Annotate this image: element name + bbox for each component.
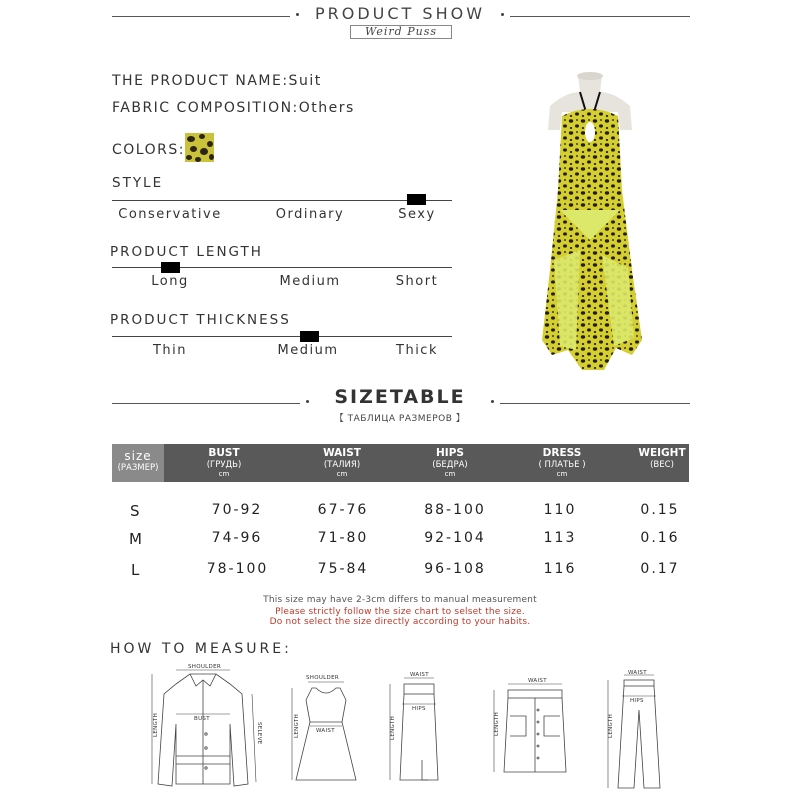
- header-hips-ru: (БЕДРА): [432, 459, 468, 470]
- pants-hips-label: HIPS: [630, 698, 644, 704]
- thickness-marker: [300, 331, 319, 342]
- jacket-length-label: LENGTH: [153, 712, 159, 737]
- style-scale-line: [112, 200, 452, 201]
- colors-label: COLORS:: [112, 142, 185, 158]
- dress-shoulder-label: SHOULDER: [306, 675, 339, 681]
- size-cell: L: [131, 561, 140, 579]
- style-option-sexy: Sexy: [398, 207, 436, 222]
- dress-waist-label: WAIST: [316, 728, 335, 734]
- dress-cell: 113: [543, 530, 577, 546]
- dress-cell: 116: [543, 561, 577, 577]
- shorts-diagram: [480, 676, 590, 786]
- length-marker: [161, 262, 180, 273]
- waist-cell: 75-84: [317, 561, 369, 577]
- brand-label: Weird Puss: [350, 25, 452, 39]
- dress-cell: 110: [543, 502, 577, 518]
- length-option-short: Short: [395, 274, 439, 289]
- sizetable-rule-right: [500, 403, 690, 404]
- style-label: STYLE: [112, 175, 164, 191]
- product-name: THE PRODUCT NAME:Suit: [112, 73, 322, 89]
- bust-cell: 78-100: [206, 561, 269, 577]
- color-swatch[interactable]: [185, 133, 214, 162]
- thickness-option-medium: Medium: [277, 343, 339, 358]
- pants-length-label: LENGTH: [608, 713, 614, 738]
- sizetable-title: SIZETABLE: [334, 386, 466, 408]
- header-dress-label: DRESS: [542, 447, 582, 459]
- header-weight-label: WEIGHT: [638, 447, 686, 459]
- style-option-conservative: Conservative: [118, 207, 222, 222]
- note-measurement: This size may have 2-3cm differs to manual measurement: [263, 595, 537, 605]
- header-waist: [302, 447, 382, 478]
- header-hips-unit: cm: [444, 469, 456, 478]
- thickness-option-thick: Thick: [396, 343, 438, 358]
- note-follow-chart: Please strictly follow the size chart to selset the size.: [275, 607, 525, 617]
- dress-length-label: LENGTH: [294, 713, 300, 738]
- hips-cell: 92-104: [424, 530, 486, 546]
- sizetable-subtitle: 【 ТАБЛИЦА РАЗМЕРОВ 】: [334, 414, 466, 424]
- thickness-option-thin: Thin: [152, 343, 188, 358]
- weight-cell: 0.17: [640, 561, 680, 577]
- header-rule-left: [112, 16, 290, 17]
- style-option-ordinary: Ordinary: [275, 207, 345, 222]
- thickness-scale-line: [112, 336, 452, 337]
- skirt-hips-label: HIPS: [412, 706, 426, 712]
- style-marker: [407, 194, 426, 205]
- waist-cell: 67-76: [317, 502, 369, 518]
- header-dot-left: [296, 13, 299, 16]
- size-table-header: [112, 444, 689, 482]
- shorts-length-label: LENGTH: [494, 711, 500, 736]
- fabric-composition: FABRIC COMPOSITION:Others: [112, 100, 355, 116]
- note-habits: Do not select the size directly according to your habits.: [269, 617, 531, 627]
- sizetable-dot-right: [491, 400, 494, 403]
- sizetable-rule-left: [112, 403, 300, 404]
- header-waist-unit: cm: [336, 469, 348, 478]
- header-dress-ru: ( ПЛАТЬЕ ): [538, 459, 586, 470]
- jacket-shoulder-label: SHOULDER: [188, 664, 221, 670]
- jacket-sleeve-label: SELEVE: [256, 722, 262, 745]
- header-size-ru: (РАЗМЕР): [117, 463, 159, 474]
- hips-cell: 96-108: [424, 561, 486, 577]
- header-bust-ru: (ГРУДЬ): [206, 459, 242, 470]
- skirt-length-label: LENGTH: [390, 715, 396, 740]
- header-bust: [184, 447, 264, 478]
- jacket-diagram: [138, 664, 268, 794]
- pants-waist-label: WAIST: [628, 670, 647, 676]
- size-cell: S: [130, 502, 140, 520]
- bust-cell: 74-96: [211, 530, 263, 546]
- header-dress-unit: cm: [556, 469, 568, 478]
- jacket-bust-label: BUST: [194, 716, 210, 722]
- product-photo: [520, 70, 660, 380]
- hips-cell: 88-100: [424, 502, 486, 518]
- header-weight: [622, 447, 702, 470]
- header-hips-label: HIPS: [436, 447, 464, 459]
- waist-cell: 71-80: [317, 530, 369, 546]
- weight-cell: 0.15: [640, 502, 680, 518]
- how-to-measure-title: HOW TO MEASURE:: [110, 641, 292, 657]
- header-bust-unit: cm: [218, 469, 230, 478]
- header-size-label: size: [124, 449, 152, 463]
- header-size: [112, 444, 164, 482]
- header-dress: [522, 447, 602, 478]
- weight-cell: 0.16: [640, 530, 680, 546]
- skirt-waist-label: WAIST: [410, 672, 429, 678]
- length-option-medium: Medium: [279, 274, 341, 289]
- length-option-long: Long: [151, 274, 189, 289]
- shorts-waist-label: WAIST: [528, 678, 547, 684]
- dress-diagram: [286, 670, 366, 790]
- page-title: PRODUCT SHOW: [314, 4, 486, 23]
- header-weight-ru: (ВЕС): [650, 459, 674, 470]
- thickness-label: PRODUCT THICKNESS: [110, 312, 291, 328]
- header-dot-right: [501, 13, 504, 16]
- length-label: PRODUCT LENGTH: [110, 244, 263, 260]
- bust-cell: 70-92: [211, 502, 263, 518]
- skirt-diagram: [378, 670, 458, 790]
- pants-diagram: [600, 670, 680, 795]
- size-cell: M: [129, 530, 142, 548]
- header-rule-right: [510, 16, 690, 17]
- header-waist-label: WAIST: [323, 447, 361, 459]
- header-hips: [410, 447, 490, 478]
- header-waist-ru: (ТАЛИЯ): [323, 459, 361, 470]
- header-bust-label: BUST: [208, 447, 240, 459]
